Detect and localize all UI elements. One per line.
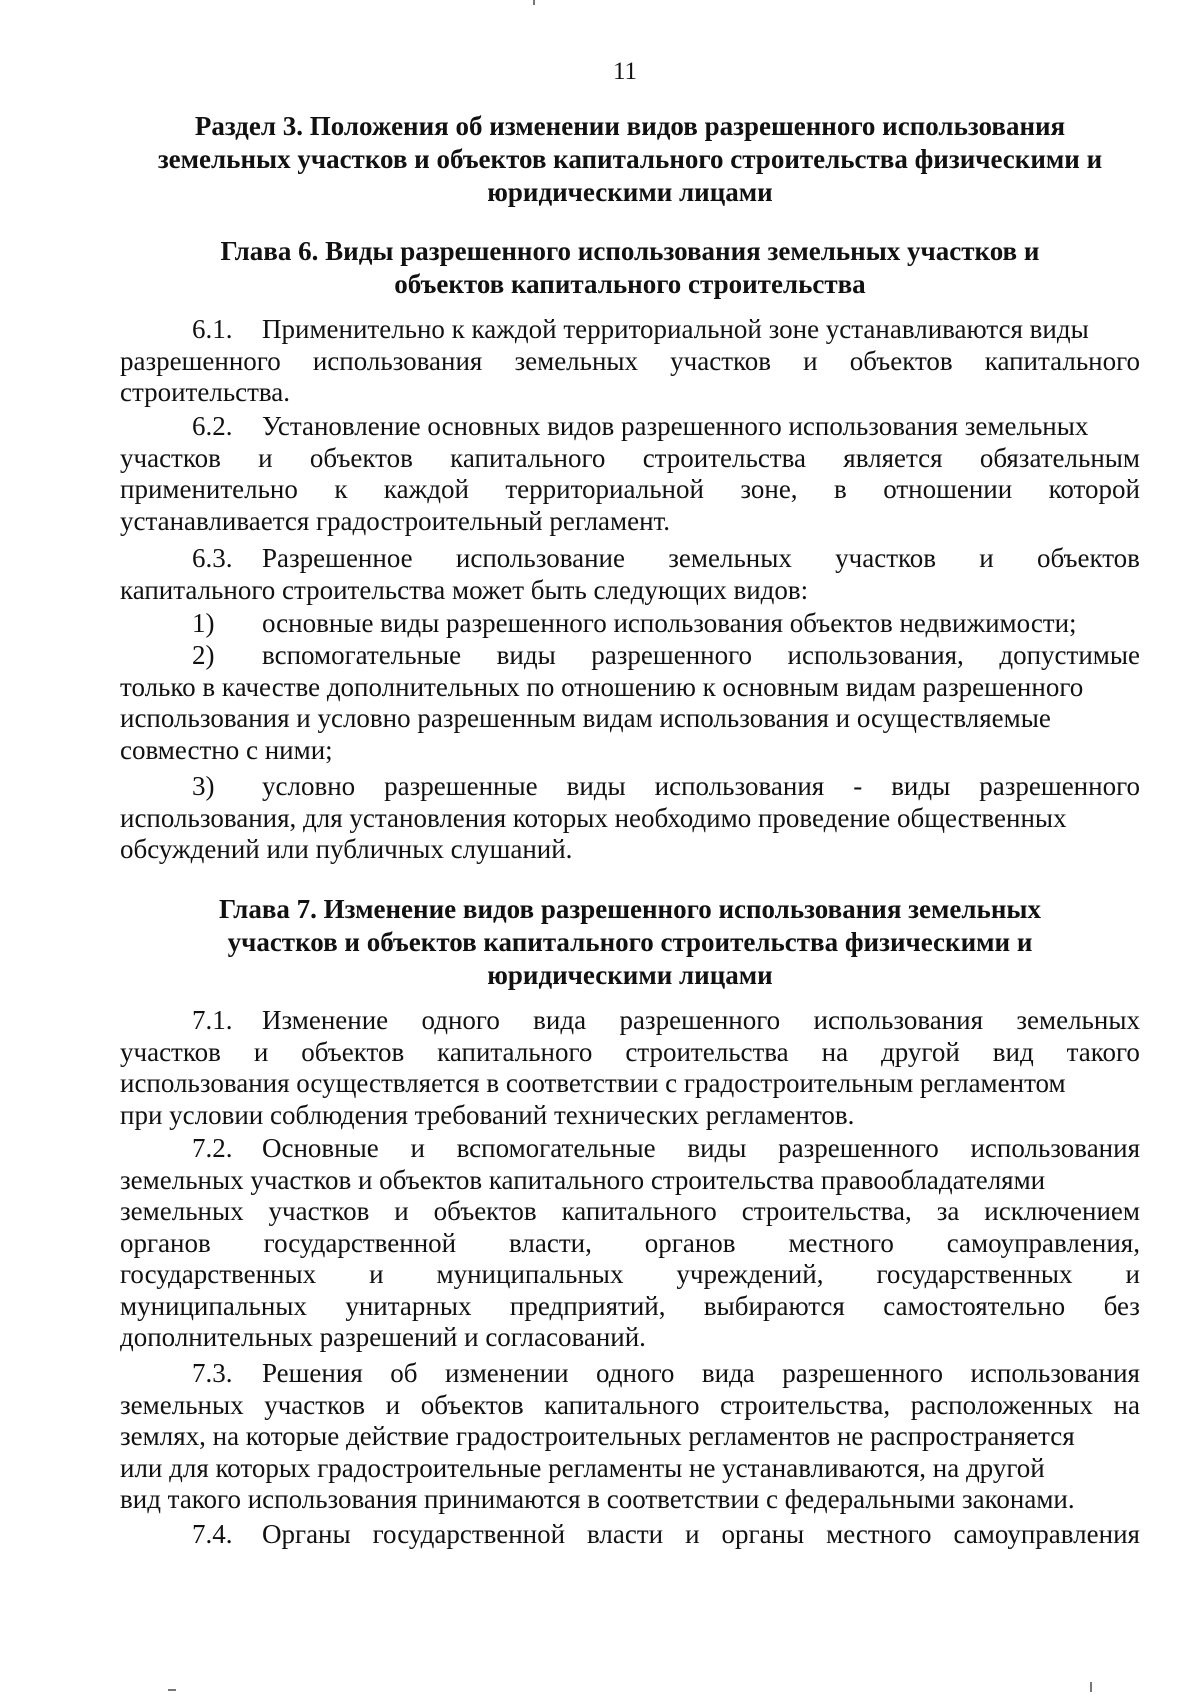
word: участков <box>835 543 936 573</box>
chapter-heading-line: Глава 6. Виды разрешенного использования земельных участков и <box>220 236 1040 266</box>
word: государственной <box>372 1519 566 1549</box>
word: Изменение <box>262 1005 389 1035</box>
justified-line <box>120 1228 1140 1260</box>
word: к <box>334 474 348 504</box>
page-number: 11 <box>612 58 638 85</box>
word: участков <box>120 442 221 473</box>
list-number: 1) <box>192 608 215 638</box>
word: расположенных <box>910 1389 1093 1420</box>
paragraph-line: строительства. <box>120 377 291 407</box>
justified-line <box>120 474 1140 506</box>
word: Органы <box>262 1519 351 1549</box>
word: участков <box>268 1196 370 1226</box>
justified-line <box>120 1037 1140 1069</box>
word: органов <box>120 1227 211 1258</box>
word: и <box>410 1133 425 1163</box>
word: объектов <box>301 1036 405 1067</box>
word: объектов <box>433 1196 537 1226</box>
word: является <box>843 442 943 473</box>
word: на <box>1113 1389 1140 1420</box>
word: использования <box>970 1358 1140 1388</box>
paragraph-line <box>120 411 1140 443</box>
word: вспомогательные <box>456 1133 656 1163</box>
word: виды <box>687 1133 747 1163</box>
paragraph-number: 7.2. <box>192 1133 233 1163</box>
word: Разрешенное <box>262 543 413 573</box>
word: строительства <box>642 442 806 473</box>
word: власти <box>587 1519 664 1549</box>
word: предприятий, <box>509 1290 666 1321</box>
word: разрешенного <box>979 771 1140 801</box>
list-line: использования, для установления которых необходимо проведение общественных <box>120 802 1067 833</box>
word: местного <box>788 1227 894 1258</box>
word: капитального <box>984 345 1140 376</box>
paragraph-text: Установление основных видов разрешенного использования земельных <box>262 411 1089 441</box>
word: и <box>258 442 273 473</box>
scan-mark <box>1090 1682 1092 1692</box>
paragraph-line: земельных участков и объектов капитального строительства правообладателями <box>120 1164 1046 1195</box>
word: вспомогательные <box>262 640 462 670</box>
justified-line <box>120 1259 1140 1291</box>
word: виды <box>496 640 556 670</box>
chapter-heading-line: участков и объектов капитального строительства физическими и <box>227 927 1033 957</box>
word: самоуправления <box>953 1519 1140 1549</box>
word: такого <box>1066 1036 1140 1067</box>
word: самоуправления, <box>946 1227 1140 1258</box>
paragraph-line <box>120 314 1140 346</box>
word: выбираются <box>703 1290 845 1321</box>
paragraph-line: капитального строительства может быть следующих видов: <box>120 574 809 605</box>
word: и <box>394 1196 409 1226</box>
word: разрешенного <box>778 1133 939 1163</box>
paragraph-line: устанавливается градостроительный регламент. <box>120 505 671 536</box>
paragraph-6-1 <box>120 314 1140 409</box>
word: применительно <box>120 474 298 504</box>
word: исключением <box>984 1196 1140 1226</box>
word: земельных <box>1016 1005 1140 1035</box>
word: строительства <box>625 1036 789 1067</box>
word: строительства, <box>720 1389 891 1420</box>
word: государственных <box>876 1259 1073 1289</box>
list-number: 3) <box>192 771 215 801</box>
word: земельных <box>120 1196 244 1226</box>
paragraph-6-2 <box>120 411 1140 537</box>
word: органов <box>644 1227 736 1258</box>
word: использования <box>813 1005 984 1035</box>
section-heading-line: юридическими лицами <box>487 177 773 207</box>
word: и <box>803 345 818 376</box>
paragraph-7-3-body <box>120 1358 1140 1516</box>
word: разрешенного <box>782 1358 943 1388</box>
word: участков <box>264 1389 366 1420</box>
paragraph-number: 7.3. <box>192 1358 233 1388</box>
justified-line <box>120 1133 1140 1165</box>
word: учреждений, <box>676 1259 824 1289</box>
word: другой <box>881 1036 960 1067</box>
justified-line <box>120 1291 1140 1323</box>
word: Решения <box>262 1358 363 1388</box>
word: и <box>385 1389 401 1420</box>
word: унитарных <box>345 1290 472 1321</box>
word: и <box>1125 1259 1140 1289</box>
paragraph-line: вид такого использования принимаются в соответствии с федеральными законами. <box>120 1484 1075 1514</box>
word: обязательным <box>979 442 1140 473</box>
justified-line <box>120 443 1140 475</box>
list-line: совместно с ними; <box>120 734 333 765</box>
word: капитального <box>544 1389 700 1420</box>
word: разрешенного <box>619 1005 781 1035</box>
paragraph-line: при условии соблюдения требований технических регламентов. <box>120 1099 855 1130</box>
word: органы <box>721 1519 805 1549</box>
list-number: 2) <box>192 640 215 670</box>
word: использования <box>970 1133 1140 1163</box>
chapter-7-heading <box>120 893 1140 992</box>
word: объектов <box>849 345 953 376</box>
word: каждой <box>383 474 469 504</box>
justified-line <box>120 1390 1140 1422</box>
word: зоне, <box>740 474 798 504</box>
word: использования, <box>787 640 964 670</box>
justified-line <box>120 1196 1140 1228</box>
word: капитального <box>561 1196 717 1226</box>
word: на <box>821 1036 849 1067</box>
word: условно <box>262 771 356 801</box>
paragraph-number: 6.1. <box>192 314 233 344</box>
word: и <box>979 543 994 573</box>
word: строительства, <box>741 1196 912 1226</box>
word: виды <box>891 771 951 801</box>
word: и <box>685 1519 700 1549</box>
word: - <box>853 771 863 801</box>
word: использования <box>654 771 825 801</box>
section-heading <box>120 110 1140 209</box>
word: территориальной <box>505 474 704 504</box>
list-item-2-body <box>120 640 1140 766</box>
word: использование <box>455 543 625 573</box>
word: разрешенного <box>591 640 752 670</box>
list-item-1 <box>120 608 1140 640</box>
section-heading-line: Раздел 3. Положения об изменении видов разрешенного использования <box>194 111 1066 141</box>
justified-line <box>120 640 1140 672</box>
section-heading-line: земельных участков и объектов капитального строительства физическими и <box>157 144 1103 174</box>
word: виды <box>566 771 626 801</box>
paragraph-text: Применительно к каждой территориальной зоне устанавливаются виды <box>262 314 1089 344</box>
paragraph-line: использования осуществляется в соответствии с градостроительным регламентом <box>120 1068 1066 1098</box>
list-text: основные виды разрешенного использования объектов недвижимости; <box>262 608 1077 638</box>
word: разрешенные <box>384 771 538 801</box>
word: одного <box>596 1358 675 1388</box>
paragraph-7-1-body <box>120 1005 1140 1131</box>
word: государственных <box>120 1259 317 1289</box>
paragraph-line: землях, на которые действие градостроительных регламентов не распространяется <box>120 1421 1075 1451</box>
word: самостоятельно <box>883 1290 1066 1321</box>
paragraph-number: 6.2. <box>192 411 233 441</box>
word: местного <box>826 1519 932 1549</box>
paragraph-number: 7.4. <box>192 1519 233 1549</box>
word: использования <box>312 345 483 376</box>
justified-line <box>120 1005 1140 1037</box>
word: государственной <box>263 1227 457 1258</box>
justified-line <box>120 1358 1140 1390</box>
paragraph-7-2-body <box>120 1133 1140 1354</box>
word: допустимые <box>999 640 1140 670</box>
word: объектов <box>420 1389 524 1420</box>
word: одного <box>421 1005 500 1035</box>
word: вида <box>701 1358 755 1388</box>
chapter-6-heading <box>120 235 1140 301</box>
word: и <box>253 1036 269 1067</box>
paragraph-6-3-body <box>120 543 1140 606</box>
word: земельных <box>514 345 639 376</box>
word: которой <box>1048 474 1140 504</box>
justified-line <box>120 1519 1140 1551</box>
scan-mark <box>533 0 535 5</box>
chapter-heading-line: юридическими лицами <box>487 960 773 990</box>
paragraph-line: или для которых градостроительные регламенты не устанавливаются, на другой <box>120 1452 1045 1483</box>
justified-line <box>120 346 1140 378</box>
word: участков <box>670 345 772 376</box>
paragraph-line: дополнительных разрешений и согласований. <box>120 1322 646 1352</box>
paragraph-number: 7.1. <box>192 1005 233 1035</box>
word: об <box>390 1358 418 1388</box>
word: муниципальных <box>436 1259 624 1289</box>
word: капитального <box>450 442 606 473</box>
word: за <box>936 1196 960 1226</box>
word: вида <box>533 1005 587 1035</box>
word: вид <box>992 1036 1034 1067</box>
word: объектов <box>309 442 413 473</box>
word: участков <box>120 1036 221 1067</box>
list-line <box>120 608 1140 640</box>
list-line: использования и условно разрешенным видам использования и осуществляемые <box>120 703 1051 733</box>
word: изменении <box>444 1358 569 1388</box>
paragraph-7-4-body <box>120 1519 1140 1551</box>
word: в <box>834 474 847 504</box>
word: власти, <box>509 1227 592 1258</box>
word: земельных <box>120 1389 244 1420</box>
list-line: обсуждений или публичных слушаний. <box>120 834 573 864</box>
justified-line <box>120 543 1140 575</box>
word: земельных <box>668 543 792 573</box>
word: Основные <box>262 1133 379 1163</box>
word: и <box>369 1259 384 1289</box>
scan-mark <box>168 1689 176 1691</box>
chapter-heading-line: Глава 7. Изменение видов разрешенного использования земельных <box>219 894 1041 924</box>
word: муниципальных <box>120 1290 307 1321</box>
chapter-heading-line: объектов капитального строительства <box>394 269 866 299</box>
justified-line <box>120 771 1140 803</box>
word: разрешенного <box>120 345 281 376</box>
word: без <box>1103 1290 1140 1321</box>
paragraph-number: 6.3. <box>192 543 233 573</box>
word: отношении <box>883 474 1013 504</box>
list-item-3-body <box>120 771 1140 866</box>
word: капитального <box>437 1036 593 1067</box>
list-line: только в качестве дополнительных по отношению к основным видам разрешенного <box>120 671 1084 702</box>
word: объектов <box>1036 543 1140 573</box>
